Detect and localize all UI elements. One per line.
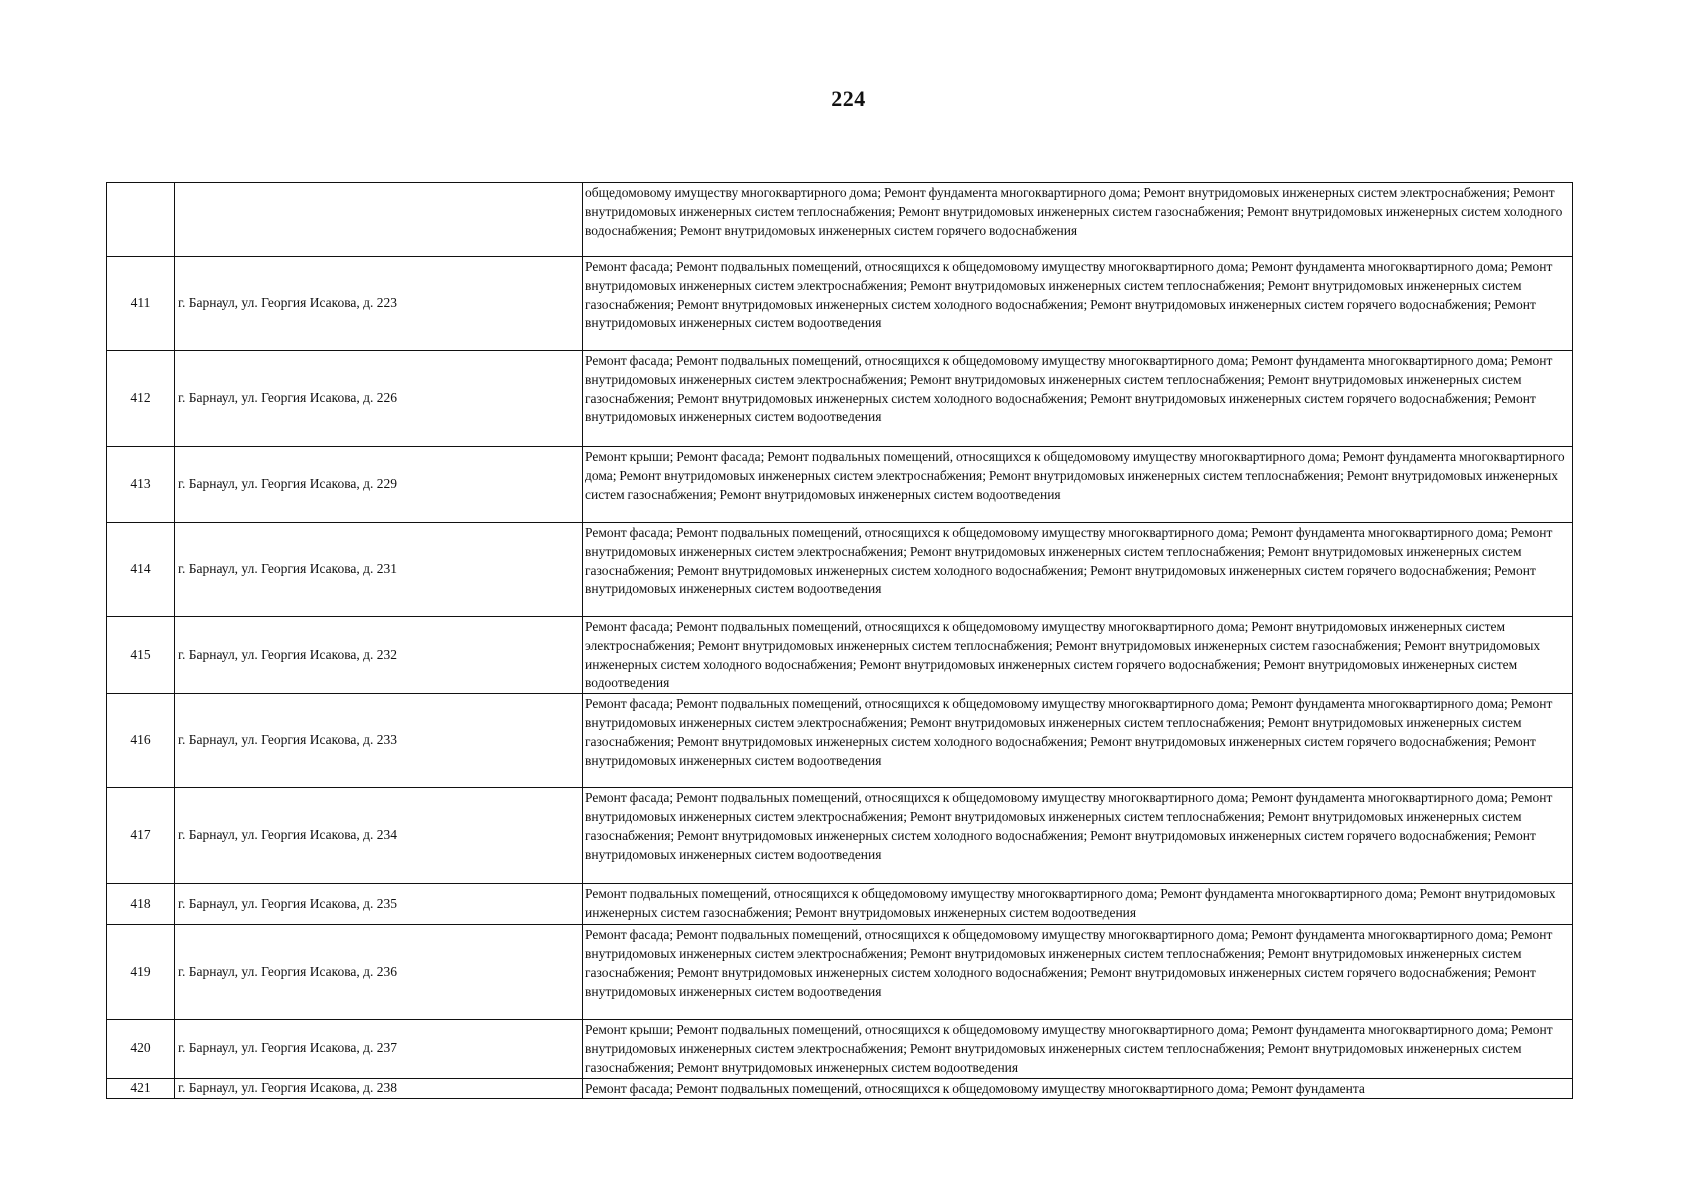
row-number: 420 xyxy=(107,1020,175,1078)
row-number: 419 xyxy=(107,925,175,1020)
row-address: г. Барнаул, ул. Георгия Исакова, д. 231 xyxy=(175,523,583,617)
row-number: 411 xyxy=(107,257,175,351)
table-row xyxy=(107,257,1573,351)
row-number: 412 xyxy=(107,351,175,447)
row-number: 413 xyxy=(107,447,175,523)
row-address: г. Барнаул, ул. Георгия Исакова, д. 233 xyxy=(175,694,583,788)
row-address: г. Барнаул, ул. Георгия Исакова, д. 235 xyxy=(175,884,583,925)
table-row xyxy=(107,351,1573,447)
row-work-list: Ремонт фасада; Ремонт подвальных помещений, относящихся к общедомовому имуществу многоквартирного дома; Ремонт фундамента многоквартирного дома; Ремонт внутридомовых инженерных систем электроснабжения; Ремонт внутридомовых инженерных систем теплоснабжения; Ремонт внутридомовых инженерных систем газоснабжения; Ремонт внутридомовых инженерных систем холодного водоснабжения; Ремонт внутридомовых инженерных систем горячего водоснабжения; Ремонт внутридомовых инженерных систем водоотведения xyxy=(583,351,1573,447)
table-row xyxy=(107,884,1573,925)
table-row xyxy=(107,447,1573,523)
table-row xyxy=(107,1078,1573,1099)
row-work-list: Ремонт фасада; Ремонт подвальных помещений, относящихся к общедомовому имуществу многоквартирного дома; Ремонт фундамента многоквартирного дома; Ремонт внутридомовых инженерных систем электроснабжения; Ремонт внутридомовых инженерных систем теплоснабжения; Ремонт внутридомовых инженерных систем газоснабжения; Ремонт внутридомовых инженерных систем холодного водоснабжения; Ремонт внутридомовых инженерных систем горячего водоснабжения; Ремонт внутридомовых инженерных систем водоотведения xyxy=(583,925,1573,1020)
row-number: 418 xyxy=(107,884,175,925)
row-address: г. Барнаул, ул. Георгия Исакова, д. 223 xyxy=(175,257,583,351)
table-row xyxy=(107,617,1573,694)
row-address xyxy=(175,183,583,257)
row-work-list: общедомовому имуществу многоквартирного дома; Ремонт фундамента многоквартирного дома; Ремонт внутридомовых инженерных систем электроснабжения; Ремонт внутридомовых инженерных систем теплоснабжения; Ремонт внутридомовых инженерных систем газоснабжения; Ремонт внутридомовых инженерных систем холодного водоснабжения; Ремонт внутридомовых инженерных систем горячего водоснабжения xyxy=(583,183,1573,257)
row-work-list: Ремонт крыши; Ремонт фасада; Ремонт подвальных помещений, относящихся к общедомовому имуществу многоквартирного дома; Ремонт фундамента многоквартирного дома; Ремонт внутридомовых инженерных систем электроснабжения; Ремонт внутридомовых инженерных систем теплоснабжения; Ремонт внутридомовых инженерных систем газоснабжения; Ремонт внутридомовых инженерных систем водоотведения xyxy=(583,447,1573,523)
table-row xyxy=(107,694,1573,788)
row-address: г. Барнаул, ул. Георгия Исакова, д. 234 xyxy=(175,788,583,884)
row-address: г. Барнаул, ул. Георгия Исакова, д. 229 xyxy=(175,447,583,523)
row-number: 414 xyxy=(107,523,175,617)
row-number: 416 xyxy=(107,694,175,788)
row-work-list: Ремонт фасада; Ремонт подвальных помещений, относящихся к общедомовому имуществу многоквартирного дома; Ремонт фундамента многоквартирного дома; Ремонт внутридомовых инженерных систем электроснабжения; Ремонт внутридомовых инженерных систем теплоснабжения; Ремонт внутридомовых инженерных систем газоснабжения; Ремонт внутридомовых инженерных систем холодного водоснабжения; Ремонт внутридомовых инженерных систем горячего водоснабжения; Ремонт внутридомовых инженерных систем водоотведения xyxy=(583,694,1573,788)
row-work-list: Ремонт подвальных помещений, относящихся к общедомовому имуществу многоквартирного дома; Ремонт фундамента многоквартирного дома; Ремонт внутридомовых инженерных систем газоснабжения; Ремонт внутридомовых инженерных систем водоотведения xyxy=(583,884,1573,925)
row-number: 415 xyxy=(107,617,175,694)
table-row xyxy=(107,1020,1573,1078)
row-address: г. Барнаул, ул. Георгия Исакова, д. 226 xyxy=(175,351,583,447)
row-work-list: Ремонт фасада; Ремонт подвальных помещений, относящихся к общедомовому имуществу многоквартирного дома; Ремонт фундамента многоквартирного дома; Ремонт внутридомовых инженерных систем электроснабжения; Ремонт внутридомовых инженерных систем теплоснабжения; Ремонт внутридомовых инженерных систем газоснабжения; Ремонт внутридомовых инженерных систем холодного водоснабжения; Ремонт внутридомовых инженерных систем горячего водоснабжения; Ремонт внутридомовых инженерных систем водоотведения xyxy=(583,523,1573,617)
page-number: 224 xyxy=(831,86,866,111)
row-number xyxy=(107,183,175,257)
row-work-list: Ремонт фасада; Ремонт подвальных помещений, относящихся к общедомовому имуществу многоквартирного дома; Ремонт фундамента многоквартирного дома; Ремонт внутридомовых инженерных систем электроснабжения; Ремонт внутридомовых инженерных систем теплоснабжения; Ремонт внутридомовых инженерных систем газоснабжения; Ремонт внутридомовых инженерных систем холодного водоснабжения; Ремонт внутридомовых инженерных систем горячего водоснабжения; Ремонт внутридомовых инженерных систем водоотведения xyxy=(583,257,1573,351)
row-address: г. Барнаул, ул. Георгия Исакова, д. 236 xyxy=(175,925,583,1020)
row-address: г. Барнаул, ул. Георгия Исакова, д. 232 xyxy=(175,617,583,694)
table-row xyxy=(107,523,1573,617)
row-address: г. Барнаул, ул. Георгия Исакова, д. 238 xyxy=(175,1078,583,1099)
row-work-list: Ремонт фасада; Ремонт подвальных помещений, относящихся к общедомовому имуществу многоквартирного дома; Ремонт фундамента xyxy=(583,1078,1573,1099)
table-row xyxy=(107,925,1573,1020)
table-row xyxy=(107,183,1573,257)
row-work-list: Ремонт крыши; Ремонт подвальных помещений, относящихся к общедомовому имуществу многоквартирного дома; Ремонт фундамента многоквартирного дома; Ремонт внутридомовых инженерных систем электроснабжения; Ремонт внутридомовых инженерных систем теплоснабжения; Ремонт внутридомовых инженерных систем газоснабжения; Ремонт внутридомовых инженерных систем водоотведения xyxy=(583,1020,1573,1078)
table-row xyxy=(107,788,1573,884)
row-number: 417 xyxy=(107,788,175,884)
row-address: г. Барнаул, ул. Георгия Исакова, д. 237 xyxy=(175,1020,583,1078)
row-work-list: Ремонт фасада; Ремонт подвальных помещений, относящихся к общедомовому имуществу многоквартирного дома; Ремонт фундамента многоквартирного дома; Ремонт внутридомовых инженерных систем электроснабжения; Ремонт внутридомовых инженерных систем теплоснабжения; Ремонт внутридомовых инженерных систем газоснабжения; Ремонт внутридомовых инженерных систем холодного водоснабжения; Ремонт внутридомовых инженерных систем горячего водоснабжения; Ремонт внутридомовых инженерных систем водоотведения xyxy=(583,788,1573,884)
row-number: 421 xyxy=(107,1078,175,1099)
row-work-list: Ремонт фасада; Ремонт подвальных помещений, относящихся к общедомовому имуществу многоквартирного дома; Ремонт внутридомовых инженерных систем электроснабжения; Ремонт внутридомовых инженерных систем теплоснабжения; Ремонт внутридомовых инженерных систем газоснабжения; Ремонт внутридомовых инженерных систем холодного водоснабжения; Ремонт внутридомовых инженерных систем горячего водоснабжения; Ремонт внутридомовых инженерных систем водоотведения xyxy=(583,617,1573,694)
repair-works-table xyxy=(106,182,1573,1099)
